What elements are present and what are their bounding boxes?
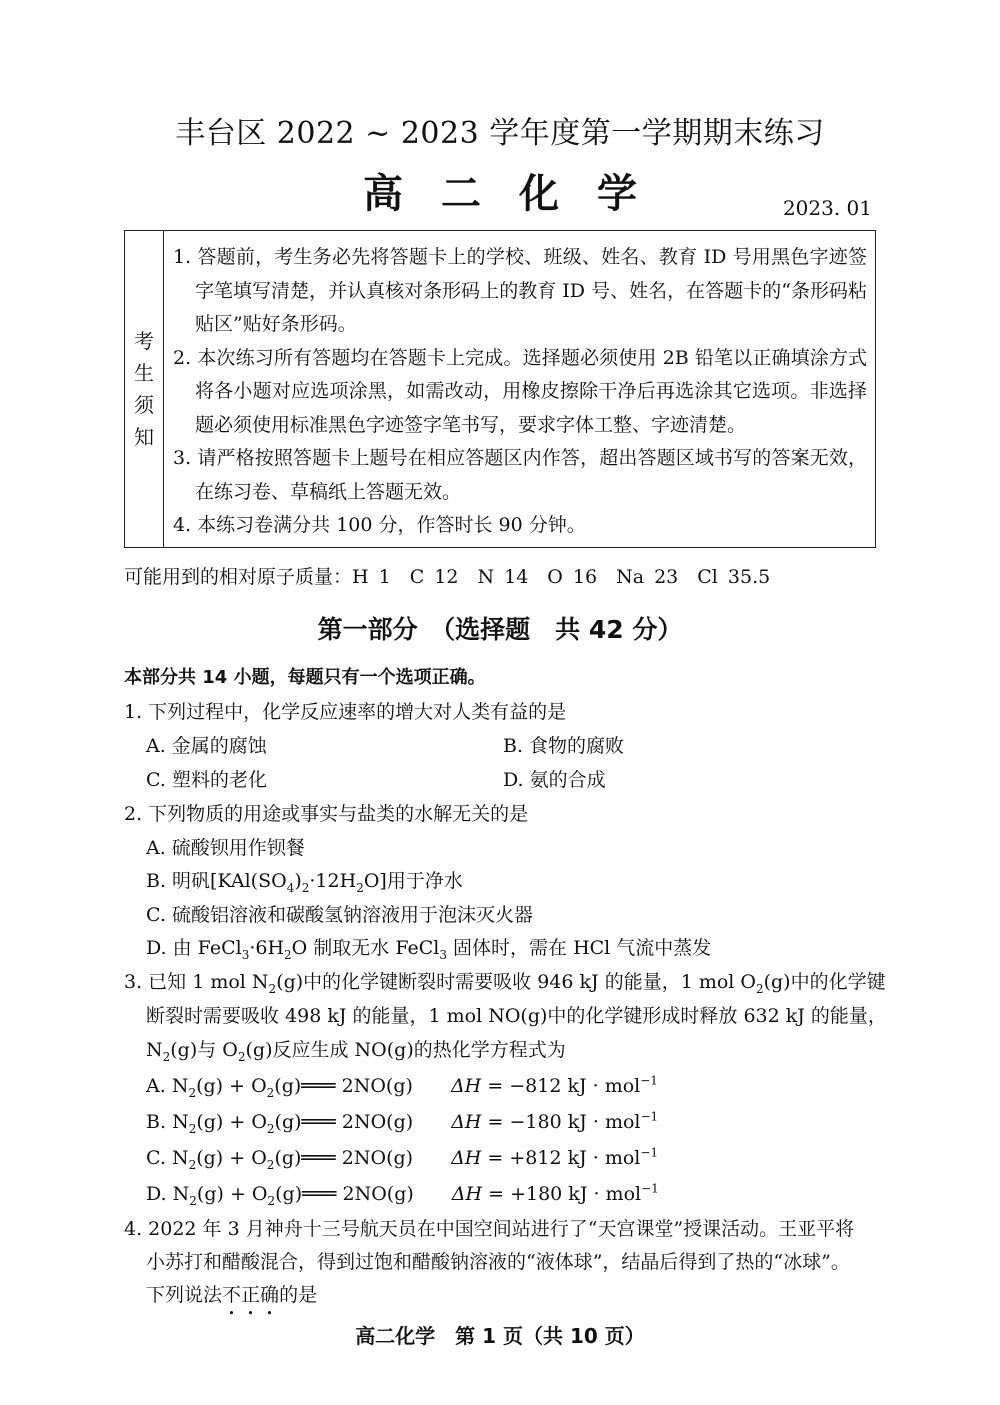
question-1-option-a: A. 金属的腐蚀 — [146, 735, 267, 757]
question-4-stem-cont: 下列说法不正确的是 — [146, 1284, 318, 1306]
question-3-option-d: D. $N_2(g)$ + $O_2(g)═══$ 2NO(g) ΔH = +180 kJ · mol$^{-1}$ — [146, 1181, 659, 1208]
notice-item: 2. 本次练习所有答题均在答题卡上完成。选择题必须使用 2B 铅笔以正确填涂方式将各小题对应选项涂黑，如需改动，用橡皮擦除干净后再选涂其它选项。非选择题必须使用标准黑色字迹签字笔书写，要求字体工整、字迹清楚。 — [173, 346, 867, 436]
subject-title: 高二化学 — [363, 171, 675, 217]
question-2-option-c: C. 硫酸铝溶液和碳酸氢钠溶液用于泡沫灭火器 — [146, 904, 533, 926]
question-1-option-c: C. 塑料的老化 — [146, 769, 267, 791]
question-2-option-d: D. 由 $FeCl_3\cdot 6H_2O$ 制取无水 FeCl$_3$ 固体时，需在 HCl 气流中蒸发 — [146, 937, 712, 962]
question-1-option-b: B. 食物的腐败 — [503, 735, 625, 757]
exam-date: 2023. 01 — [782, 196, 872, 220]
exam-title: 丰台区 2022 ~ 2023 学年度第一学期期末练习 — [175, 116, 825, 151]
section-title: 第一部分 （选择题 共 42 分） — [317, 615, 683, 644]
question-3-option-a: A. $N_2(g)$ + $O_2(g)═══$ 2NO(g) ΔH = −812 kJ · mol$^{-1}$ — [146, 1073, 658, 1100]
question-3-option-c: C. $N_2(g)$ + $O_2(g)═══$ 2NO(g) ΔH = +812 kJ · mol$^{-1}$ — [146, 1145, 659, 1172]
question-3-stem: 3. 已知 1 mol $N_2(g)$中的化学键断裂时需要吸收 946 kJ 的能量，1 mol $O_2(g)$中的化学键 — [124, 971, 886, 996]
question-2-option-b: B. 明矾$[KAl(SO_4)_2\cdot 12H_2O]$用于净水 — [146, 870, 463, 895]
question-3-stem-cont: $N_2(g)$与 $O_2(g)$反应生成 NO(g)的热化学方程式为 — [146, 1039, 566, 1064]
question-2-option-a: A. 硫酸钡用作钡餐 — [146, 837, 305, 859]
question-3-option-b: B. $N_2(g)$ + $O_2(g)═══$ 2NO(g) ΔH = −180 kJ · mol$^{-1}$ — [146, 1109, 659, 1136]
emphasis-char: 确 — [260, 1284, 280, 1306]
notice-label-char: 须 — [134, 393, 154, 417]
notice-label-char: 考 — [134, 329, 154, 353]
notice-box — [124, 230, 876, 548]
atomic-mass-line: 可能用到的相对原子质量：H 1 C 12 N 14 O 16 Na 23 Cl 35.5 — [124, 566, 771, 588]
question-3-stem-cont: 断裂时需要吸收 498 kJ 的能量，1 mol NO(g)中的化学键形成时释放 632 kJ 的能量， — [146, 1005, 887, 1027]
section-instruction: 本部分共 14 小题，每题只有一个选项正确。 — [124, 667, 486, 688]
question-4-stem: 4. 2022 年 3 月神舟十三号航天员在中国空间站进行了“天宫课堂”授课活动。王亚平将 — [124, 1218, 855, 1240]
question-4-stem-cont: 小苏打和醋酸混合，得到过饱和醋酸钠溶液的“液体球”，结晶后得到了热的“冰球”。 — [146, 1251, 850, 1273]
notice-label-char: 生 — [134, 361, 154, 385]
question-2-stem: 2. 下列物质的用途或事实与盐类的水解无关的是 — [124, 803, 529, 825]
question-1-stem: 1. 下列过程中，化学反应速率的增大对人类有益的是 — [124, 701, 567, 723]
notice-label-char: 知 — [134, 425, 154, 449]
notice-item: 1. 答题前，考生务必先将答题卡上的学校、班级、姓名、教育 ID 号用黑色字迹签字笔填写清楚，并认真核对条形码上的教育 ID 号、姓名，在答题卡的“条形码粘贴区”贴好条形码。 — [173, 246, 867, 335]
notice-item: 3. 请严格按照答题卡上题号在相应答题区内作答，超出答题区域书写的答案无效，在练习卷、草稿纸上答题无效。 — [173, 447, 867, 503]
emphasis-char: 正 — [241, 1284, 261, 1306]
notice-label — [125, 231, 164, 547]
page-footer: 高二化学 第 1 页（共 10 页） — [355, 1324, 645, 1348]
notice-items — [173, 241, 867, 543]
emphasis-char: 不 — [222, 1284, 242, 1306]
question-1-option-d: D. 氨的合成 — [503, 769, 606, 791]
notice-item: 4. 本练习卷满分共 100 分，作答时长 90 分钟。 — [173, 514, 586, 536]
